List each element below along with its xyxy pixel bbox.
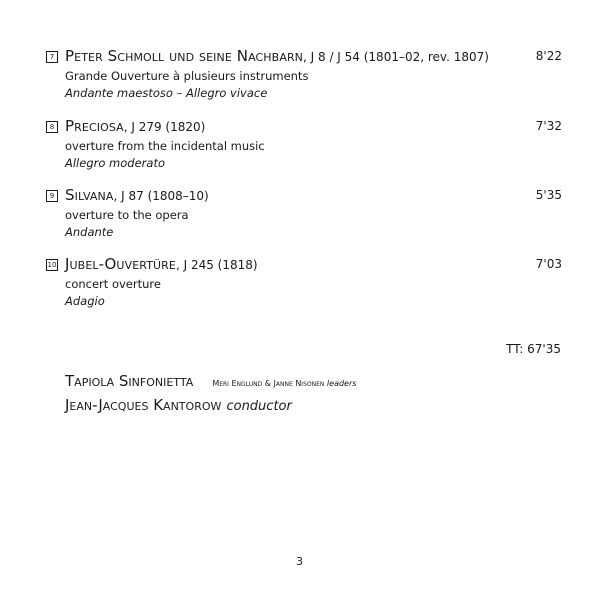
track-title: Peter Schmoll und seine Nachbarn: [65, 47, 304, 65]
track-title: Jubel-Ouvertüre: [65, 255, 176, 273]
orchestra-line: [65, 371, 356, 390]
track-title: Preciosa: [65, 117, 124, 135]
orchestra-name: Tapiola Sinfonietta: [65, 372, 194, 390]
track-duration: 5'35: [535, 188, 562, 202]
leaders-names: Meri Englund & Janne Nisonen: [212, 379, 325, 388]
track-duration: 7'32: [535, 119, 562, 133]
track-tempo: Adagio: [65, 294, 105, 308]
track-title: Silvana: [65, 186, 114, 204]
total-time: TT: 67'35: [506, 342, 561, 356]
page-number: 3: [296, 555, 303, 568]
track-number: 9: [46, 190, 58, 202]
conductor-line: [65, 395, 292, 414]
track-number: 7: [46, 51, 58, 63]
leaders-role: leaders: [326, 379, 357, 388]
track-description: overture from the incidental music: [65, 139, 265, 153]
track-tempo: Andante: [65, 225, 114, 239]
track-catalog: , J 87 (1808–10): [113, 189, 209, 203]
track-catalog: , J 8 / J 54 (1801–02, rev. 1807): [303, 50, 489, 64]
track-number: 8: [46, 121, 58, 133]
conductor-name: Jean-Jacques Kantorow: [65, 396, 222, 414]
track-10: [46, 254, 562, 310]
leaders-credit: [212, 379, 356, 388]
track-tempo: Andante maestoso – Allegro vivace: [65, 86, 268, 100]
track-description: overture to the opera: [65, 208, 189, 222]
track-tempo: Allegro moderato: [65, 156, 165, 170]
track-description: concert overture: [65, 277, 161, 291]
track-catalog: , J 245 (1818): [175, 258, 258, 272]
track-description: Grande Ouverture à plusieurs instruments: [65, 69, 309, 83]
track-duration: 7'03: [535, 257, 562, 271]
track-catalog: , J 279 (1820): [123, 120, 206, 134]
conductor-role: conductor: [226, 399, 292, 414]
track-number: 10: [47, 261, 57, 269]
track-9: [46, 185, 562, 241]
track-duration: 8'22: [535, 49, 562, 63]
track-8: [46, 116, 562, 172]
track-7: [46, 46, 562, 102]
